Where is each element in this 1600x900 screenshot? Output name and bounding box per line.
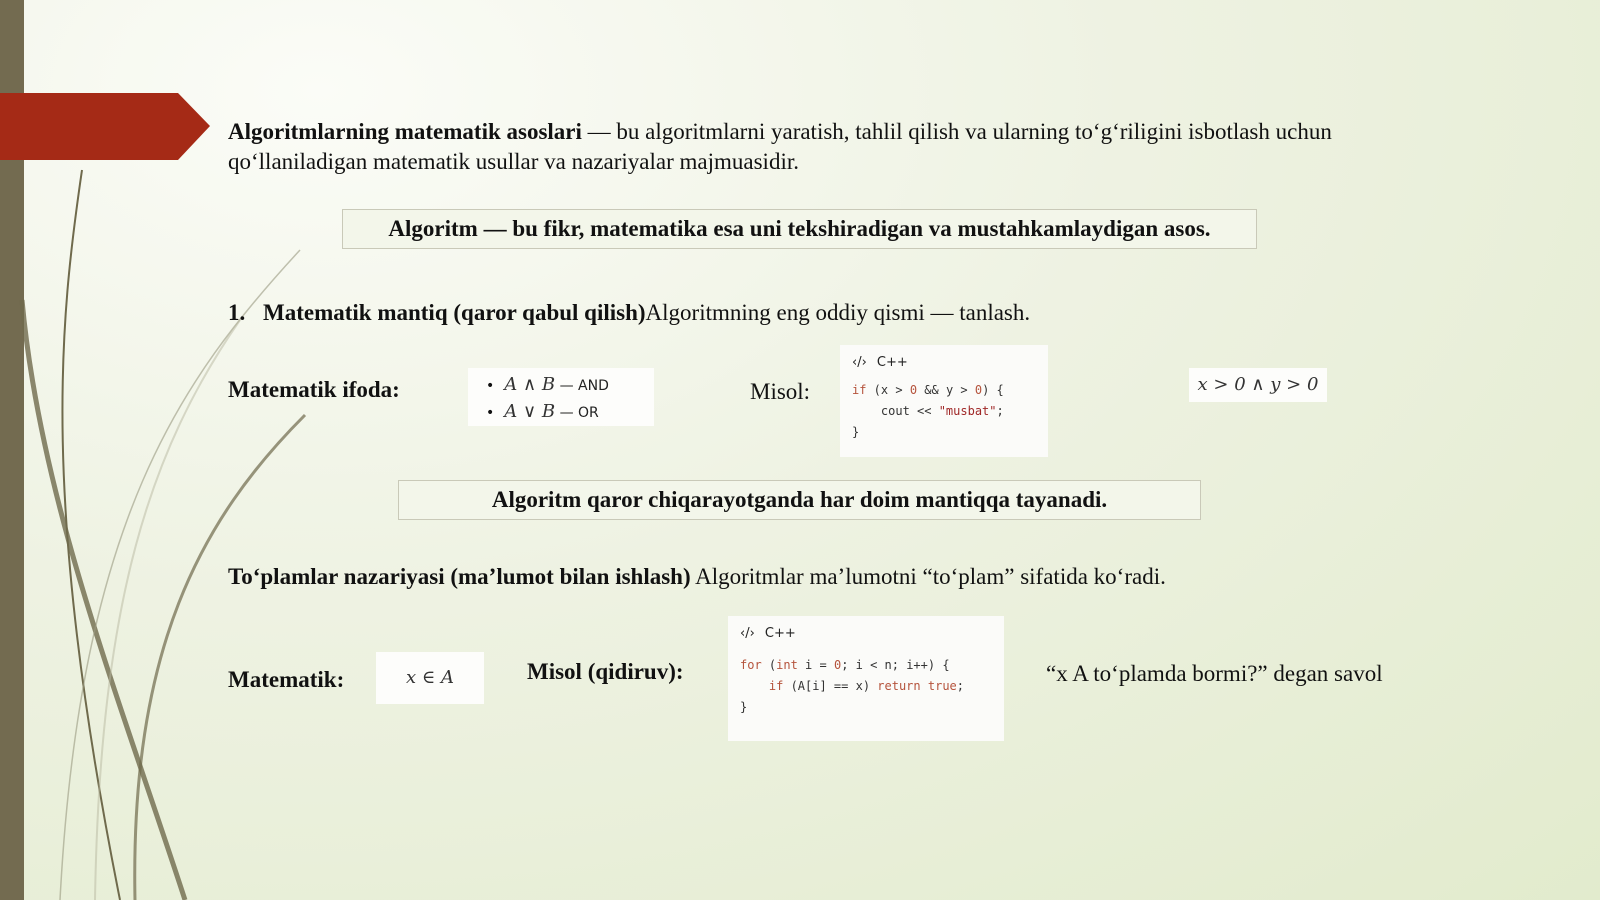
section1-title: Matematik mantiq (qaror qabul qilish) — [263, 300, 646, 325]
set-membership-card — [376, 652, 484, 704]
intro-term: Algoritmlarning matematik asoslari — [228, 119, 582, 144]
logic-formula: x > 0 ∧ y > 0 — [1197, 374, 1319, 395]
section1-number: 1. — [228, 300, 246, 325]
code-body: for (int i = 0; i < n; i++) { if (A[i] == x) return true; } — [740, 658, 965, 714]
search-example-label: Misol (qidiruv): — [527, 659, 684, 684]
code-lang: C++ — [876, 355, 908, 370]
code-icon: ‹/› — [740, 626, 755, 641]
callout-algorithm-thought: Algoritm — bu fikr, matematika esa uni tekshiradigan va mustahkamlaydigan asos. — [342, 209, 1257, 249]
section1-text: Algoritmning eng oddiy qismi — tanlash. — [645, 300, 1031, 325]
math-label: Matematik: — [228, 667, 345, 692]
search-question: “x A to‘plamda bormi?” degan savol — [1046, 661, 1383, 686]
callout-logic: Algoritm qaror chiqarayotganda har doim mantiqqa tayanadi. — [398, 480, 1201, 520]
expr-label: Matematik ifoda: — [228, 377, 400, 402]
code-lang: C++ — [764, 626, 796, 641]
section2-text: Algoritmlar ma’lumotni “to‘plam” sifatida ko‘radi. — [695, 564, 1166, 589]
logic-expr-and: • A ∧ B — AND — [486, 374, 609, 395]
code-snippet-search — [728, 616, 1004, 741]
code-body: if (x > 0 && y > 0) { cout << "musbat"; } — [852, 383, 1004, 439]
formula-card — [1189, 368, 1327, 402]
example-label: Misol: — [750, 379, 811, 404]
section2-heading-line — [228, 562, 1428, 592]
section1-heading-line — [228, 298, 1428, 328]
set-membership-expr: x ∈ A — [406, 667, 454, 688]
title-arrow-shape — [0, 93, 210, 160]
intro-paragraph — [228, 117, 1478, 177]
code-snippet-logic — [840, 345, 1048, 457]
section2-title: To‘plamlar nazariyasi (ma’lumot bilan ishlash) — [228, 564, 691, 589]
intro-definition: — bu algoritmlarni yaratish, tahlil qilish va ularning to‘g‘riligini isbotlash uchun — [587, 119, 1332, 144]
intro-definition-line2: qo‘llaniladigan matematik usullar va nazariyalar majmuasidir. — [228, 149, 799, 174]
logic-expressions-card — [468, 368, 654, 426]
logic-expr-or: • A ∨ B — OR — [486, 401, 599, 422]
code-icon: ‹/› — [852, 355, 867, 370]
